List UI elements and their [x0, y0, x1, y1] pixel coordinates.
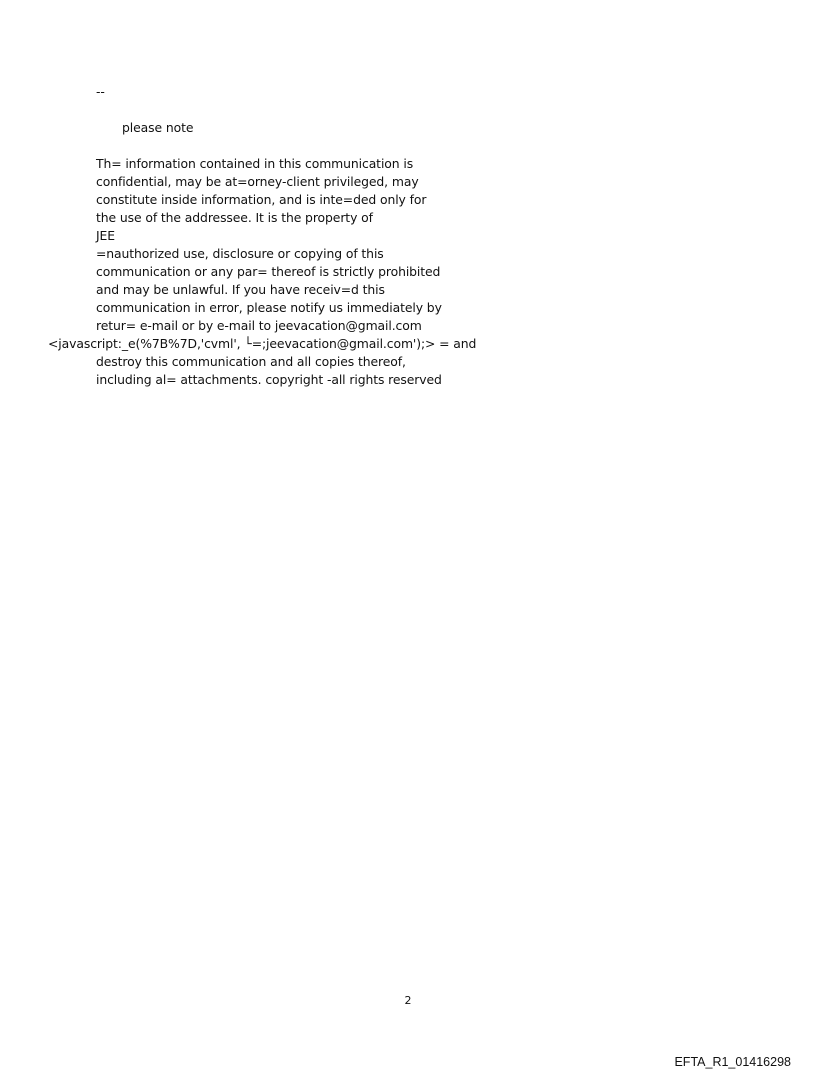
page-number: 2 [404, 994, 412, 1007]
disclaimer-line-11: <javascript:_e(%7B%7D,'cvml', └=;jeevacation@gmail.com');> = and [48, 336, 477, 351]
disclaimer-line-5: JEE [96, 228, 116, 243]
disclaimer-line-4: the use of the addressee. It is the property of [96, 210, 373, 225]
note-heading: please note [122, 120, 194, 135]
disclaimer-line-3: constitute inside information, and is inte=ded only for [96, 192, 427, 207]
disclaimer-line-9: communication in error, please notify us immediately by [96, 300, 442, 315]
disclaimer-line-13: including al= attachments. copyright -all rights reserved [96, 372, 442, 387]
disclaimer-line-1: Th= information contained in this communication is [96, 156, 414, 171]
disclaimer-line-10: retur= e-mail or by e-mail to jeevacation@gmail.com [96, 318, 422, 333]
disclaimer-line-12: destroy this communication and all copies thereof, [96, 354, 406, 369]
disclaimer-line-2: confidential, may be at=orney-client privileged, may [96, 174, 419, 189]
signature-separator: -- [96, 84, 105, 99]
disclaimer-line-7: communication or any par= thereof is strictly prohibited [96, 264, 441, 279]
disclaimer-line-8: and may be unlawful. If you have receiv=d this [96, 282, 385, 297]
disclaimer-line-6: =nauthorized use, disclosure or copying of this [96, 246, 384, 261]
document-id: EFTA_R1_01416298 [674, 1055, 791, 1069]
